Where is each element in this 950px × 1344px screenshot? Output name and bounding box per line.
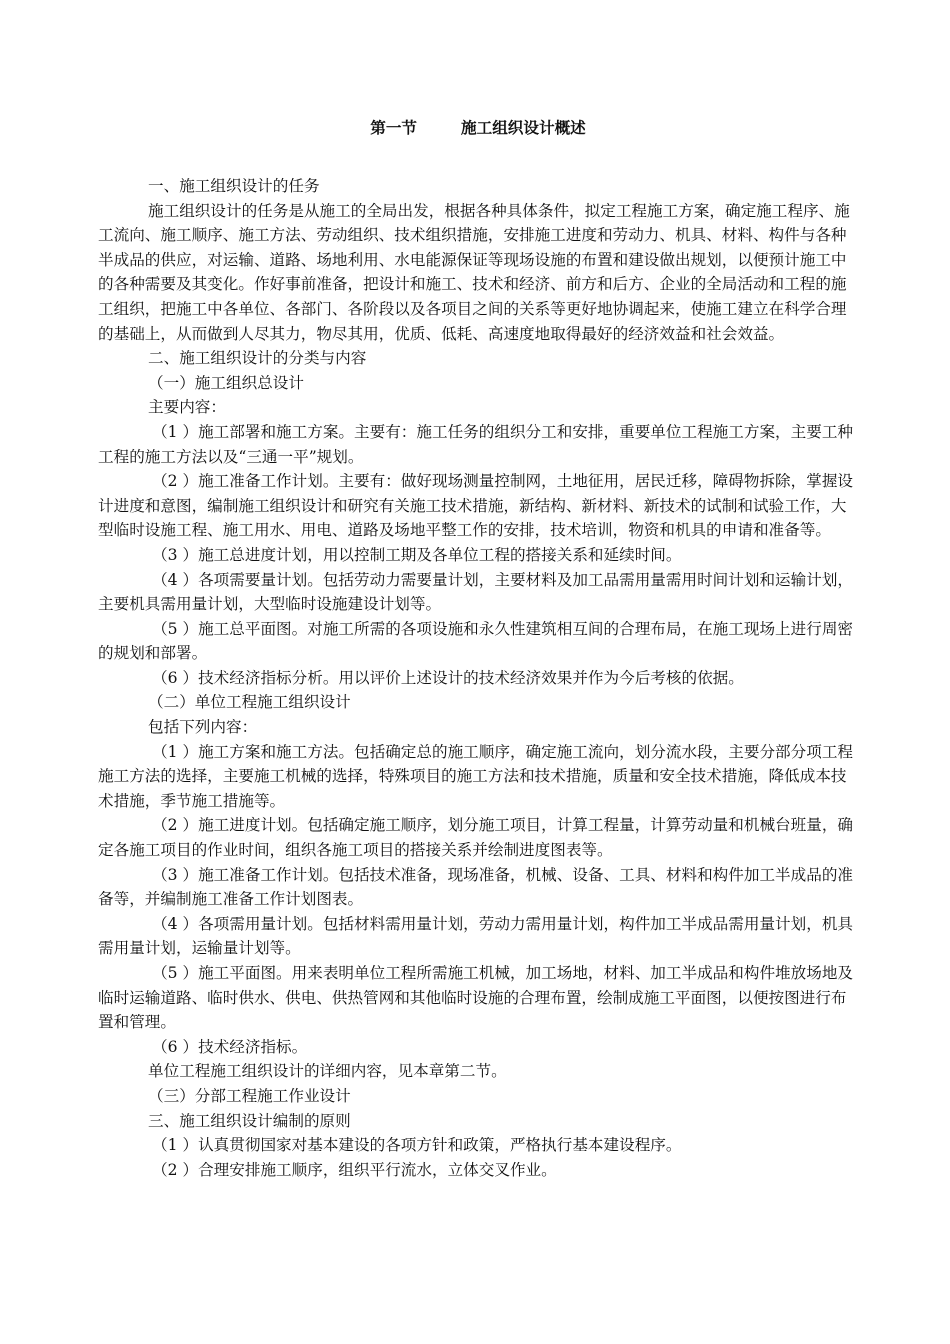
paragraph: （6 ）技术经济指标分析。用以评价上述设计的技术经济效果并作为今后考核的依据。 [152,668,744,687]
paragraph: （4 ）各项需要量计划。包括劳动力需要量计划，主要材料及加工品需用量需用时间计划和运输计划，主要机具需用量计划，大型临时设施建设计划等。 [98,570,854,614]
page-title [98,116,858,140]
paragraph: （3 ）施工总进度计划，用以控制工期及各单位工程的搭接关系和延续时间。 [152,545,682,564]
paragraph: （5 ）施工平面图。用来表明单位工程所需施工机械，加工场地，材料、加工半成品和构件堆放场地及临时运输道路、临时供水、供电、供热管网和其他临时设施的合理布置，绘制成施工平面图，以便按图进行布置和管理。 [98,964,854,1032]
paragraph: （二）单位工程施工组织设计 [148,693,351,712]
paragraph: （2 ）施工准备工作计划。主要有：做好现场测量控制网，土地征用，居民迁移，障碍物拆除，掌握设计进度和意图，编制施工组织设计和研究有关施工技术措施，新结构、新材料、新技术的试制和试验工作，大型临时设施工程、施工用水、用电、道路及场地平整工作的安排，技术培训，物资和机具的申请和准备等。 [98,472,854,540]
section-number: 第一节 [370,118,418,137]
paragraph: （1 ）施工方案和施工方法。包括确定总的施工顺序，确定施工流向，划分流水段，主要分部分项工程施工方法的选择，主要施工机械的选择，特殊项目的施工方法和技术措施，质量和安全技术措施，降低成本技术措施，季节施工措施等。 [98,742,854,810]
paragraph: 单位工程施工组织设计的详细内容，见本章第二节。 [148,1062,507,1081]
paragraph: （1 ）施工部署和施工方案。主要有：施工任务的组织分工和安排，重要单位工程施工方案，主要工种工程的施工方法以及“三通一平”规划。 [98,422,854,466]
paragraph: 三、施工组织设计编制的原则 [148,1111,351,1130]
paragraph: （6 ）技术经济指标。 [152,1037,308,1056]
paragraph: 二、施工组织设计的分类与内容 [148,349,367,368]
paragraph: （4 ）各项需用量计划。包括材料需用量计划，劳动力需用量计划，构件加工半成品需用量计划，机具需用量计划，运输量计划等。 [98,914,854,958]
paragraph: 施工组织设计的任务是从施工的全局出发，根据各种具体条件，拟定工程施工方案，确定施工程序、施工流向、施工顺序、施工方法、劳动组织、技术组织措施，安排施工进度和劳动力、机具、材料、构件与各种半成品的供应，对运输、道路、场地利用、水电能源保证等现场设施的布置和建设做出规划，以便预计施工中的各种需要及其变化。作好事前准备，把设计和施工、技术和经济、前方和后方、企业的全局活动和工程的施工组织，把施工中各单位、各部门、各阶段以及各项目之间的关系等更好地协调起来，使施工建立在科学合理的基础上，从而做到人尽其力，物尽其用，优质、低耗、高速度地取得最好的经济效益和社会效益。 [98,201,850,343]
paragraph: （3 ）施工准备工作计划。包括技术准备，现场准备，机械、设备、工具、材料和构件加工半成品的准备等，并编制施工准备工作计划图表。 [98,865,854,909]
paragraph: （三）分部工程施工作业设计 [148,1086,351,1105]
paragraph: 一、施工组织设计的任务 [148,177,320,195]
paragraph-list [98,174,858,1182]
document-body [98,116,858,1182]
paragraph: （2 ）合理安排施工顺序，组织平行流水，立体交叉作业。 [152,1160,557,1179]
paragraph: （5 ）施工总平面图。对施工所需的各项设施和永久性建筑相互间的合理布局，在施工现场上进行周密的规划和部署。 [98,619,854,663]
paragraph: 包括下列内容： [148,718,258,737]
paragraph: 主要内容： [148,398,226,417]
section-heading: 施工组织设计概述 [461,118,586,137]
paragraph: （1 ）认真贯彻国家对基本建设的各项方针和政策，严格执行基本建设程序。 [152,1136,682,1155]
paragraph: （一）施工组织总设计 [148,373,304,392]
paragraph: （2 ）施工进度计划。包括确定施工顺序，划分施工项目，计算工程量，计算劳动量和机械台班量，确定各施工项目的作业时间，组织各施工项目的搭接关系并绘制进度图表等。 [98,816,854,860]
